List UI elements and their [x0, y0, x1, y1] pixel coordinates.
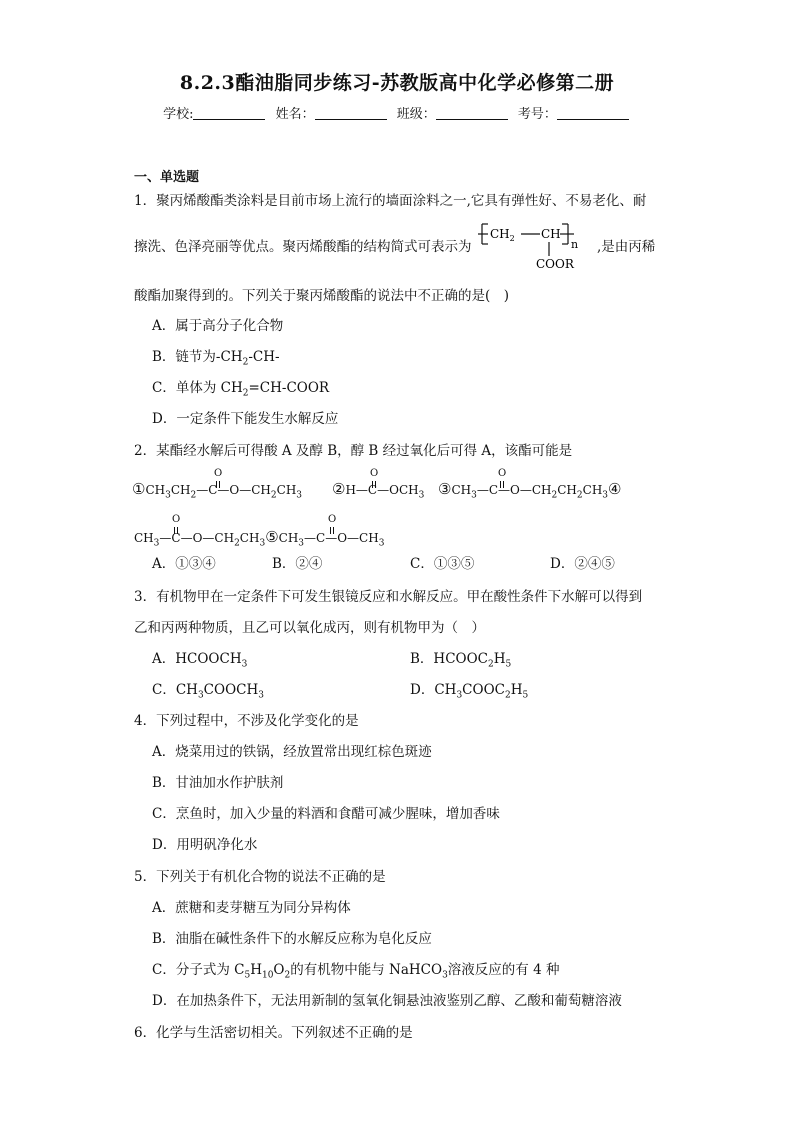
ester-5-oxygen: O [328, 514, 337, 525]
circled-1: ① [132, 480, 146, 498]
q1-stem-line3: 酸酯加聚得到的。下列关于聚丙烯酸酯的说法中不正确的是( ) [134, 288, 510, 304]
class-label: 班级： [396, 107, 436, 122]
q5-option-c[interactable]: C．分子式为 $C_5H_{10}O_2$的有机物中能与 NaHCO$_3$溶液反应的有 4 种 [152, 962, 560, 981]
q4-stem: 4．下列过程中，不涉及化学变化的是 [134, 713, 359, 729]
ester-4-oxygen: O [172, 514, 181, 525]
q1-stem-line1: 1．聚丙烯酸酯类涂料是目前市场上流行的墙面涂料之一,它具有弹性好、不易老化、耐 [134, 193, 647, 209]
q1-option-a[interactable]: A．属于高分子化合物 [152, 318, 284, 334]
q3-option-a[interactable]: A．$HCOOCH_3$ [152, 651, 248, 670]
q1-option-c[interactable]: C．单体为 $CH_2=CH$-COOR [152, 380, 330, 399]
class-blank[interactable] [436, 106, 508, 120]
name-blank[interactable] [315, 106, 387, 120]
ester-3: $③CH_3—C—O—CH_2CH_2CH_3④$ [438, 480, 622, 501]
q3-stem-line2: 乙和丙两种物质，且乙可以氧化成丙，则有机物甲为（ ） [134, 620, 485, 636]
q3-option-b[interactable]: B．$HCOOC_2H_5$ [410, 651, 512, 670]
ester-2: $②H—C—OCH_3$ [332, 480, 425, 501]
q4-option-d[interactable]: D．用明矾净化水 [152, 837, 258, 853]
circled-4: ④ [608, 480, 622, 498]
q2-option-d[interactable]: D．②④⑤ [550, 556, 615, 572]
ester-1: $①CH_3CH_2—C—O—CH_2CH_3$ [132, 480, 303, 501]
ester-3-oxygen: O [498, 468, 507, 479]
circled-3: ③ [438, 480, 452, 498]
q1-stem-line2: 擦洗、色泽亮丽等优点。聚丙烯酸酯的结构简式可表示为 [134, 239, 472, 255]
exam-number-blank[interactable] [557, 106, 629, 120]
q1-option-d[interactable]: D．一定条件下能发生水解反应 [152, 411, 339, 427]
q5-stem: 5．下列关于有机化合物的说法不正确的是 [134, 869, 386, 885]
polyacrylate-structure [478, 218, 598, 274]
q4-option-b[interactable]: B．甘油加水作护肤剂 [152, 775, 284, 791]
q4-option-a[interactable]: A．烧菜用过的铁锅，经放置常出现红棕色斑迹 [152, 744, 432, 760]
q1-option-b[interactable]: B．链节为$-CH_2-CH-$ [152, 349, 280, 368]
school-label: 学校: [163, 107, 194, 122]
ester-1-oxygen: O [214, 468, 223, 479]
coor-group: COOR [536, 257, 574, 271]
q3-option-c[interactable]: C．$CH_3COOCH_3$ [152, 682, 264, 701]
repeat-n: n [571, 238, 579, 251]
ch-group: CH [541, 227, 561, 241]
q3-option-d[interactable]: D．$CH_3COOC_2H_5$ [410, 682, 529, 701]
q2-option-b[interactable]: B．②④ [272, 556, 323, 572]
student-info-row [0, 103, 794, 122]
q5-option-d[interactable]: D．在加热条件下，无法用新制的氢氧化铜悬浊液鉴别乙醇、乙酸和葡萄糖溶液 [152, 993, 622, 1009]
circled-2: ② [332, 480, 346, 498]
q2-option-a[interactable]: A．①③④ [152, 556, 216, 572]
circled-5: ⑤ [265, 528, 279, 546]
q2-option-c[interactable]: C．①③⑤ [410, 556, 475, 572]
q1-stem-line2-end: ,是由丙稀 [597, 239, 656, 255]
ester-4: $CH_3—C—O—CH_2CH_3⑤CH_3—C—O—CH_3$ [134, 528, 385, 549]
q6-stem: 6．化学与生活密切相关。下列叙述不正确的是 [134, 1025, 413, 1041]
q3-stem-line1: 3．有机物甲在一定条件下可发生银镜反应和水解反应。甲在酸性条件下水解可以得到 [134, 589, 643, 605]
section-heading: 一、单选题 [134, 170, 200, 185]
q4-option-c[interactable]: C．烹鱼时，加入少量的料酒和食醋可减少腥味，增加香味 [152, 806, 500, 822]
page-title: 8.2.3酯油脂同步练习-苏教版高中化学必修第二册 [179, 72, 615, 94]
school-blank[interactable] [193, 106, 265, 120]
ch2-group: $CH_2$ [490, 227, 515, 243]
q2-stem: 2．某酯经水解后可得酸 A 及醇 B，醇 B 经过氧化后可得 A，该酯可能是 [134, 443, 573, 459]
exam-number-label: 考号： [517, 107, 557, 122]
name-label: 姓名： [275, 107, 315, 122]
ester-2-oxygen: O [370, 468, 379, 479]
q5-option-a[interactable]: A．蔗糖和麦芽糖互为同分异构体 [152, 900, 351, 916]
q5-option-b[interactable]: B．油脂在碱性条件下的水解反应称为皂化反应 [152, 931, 432, 947]
